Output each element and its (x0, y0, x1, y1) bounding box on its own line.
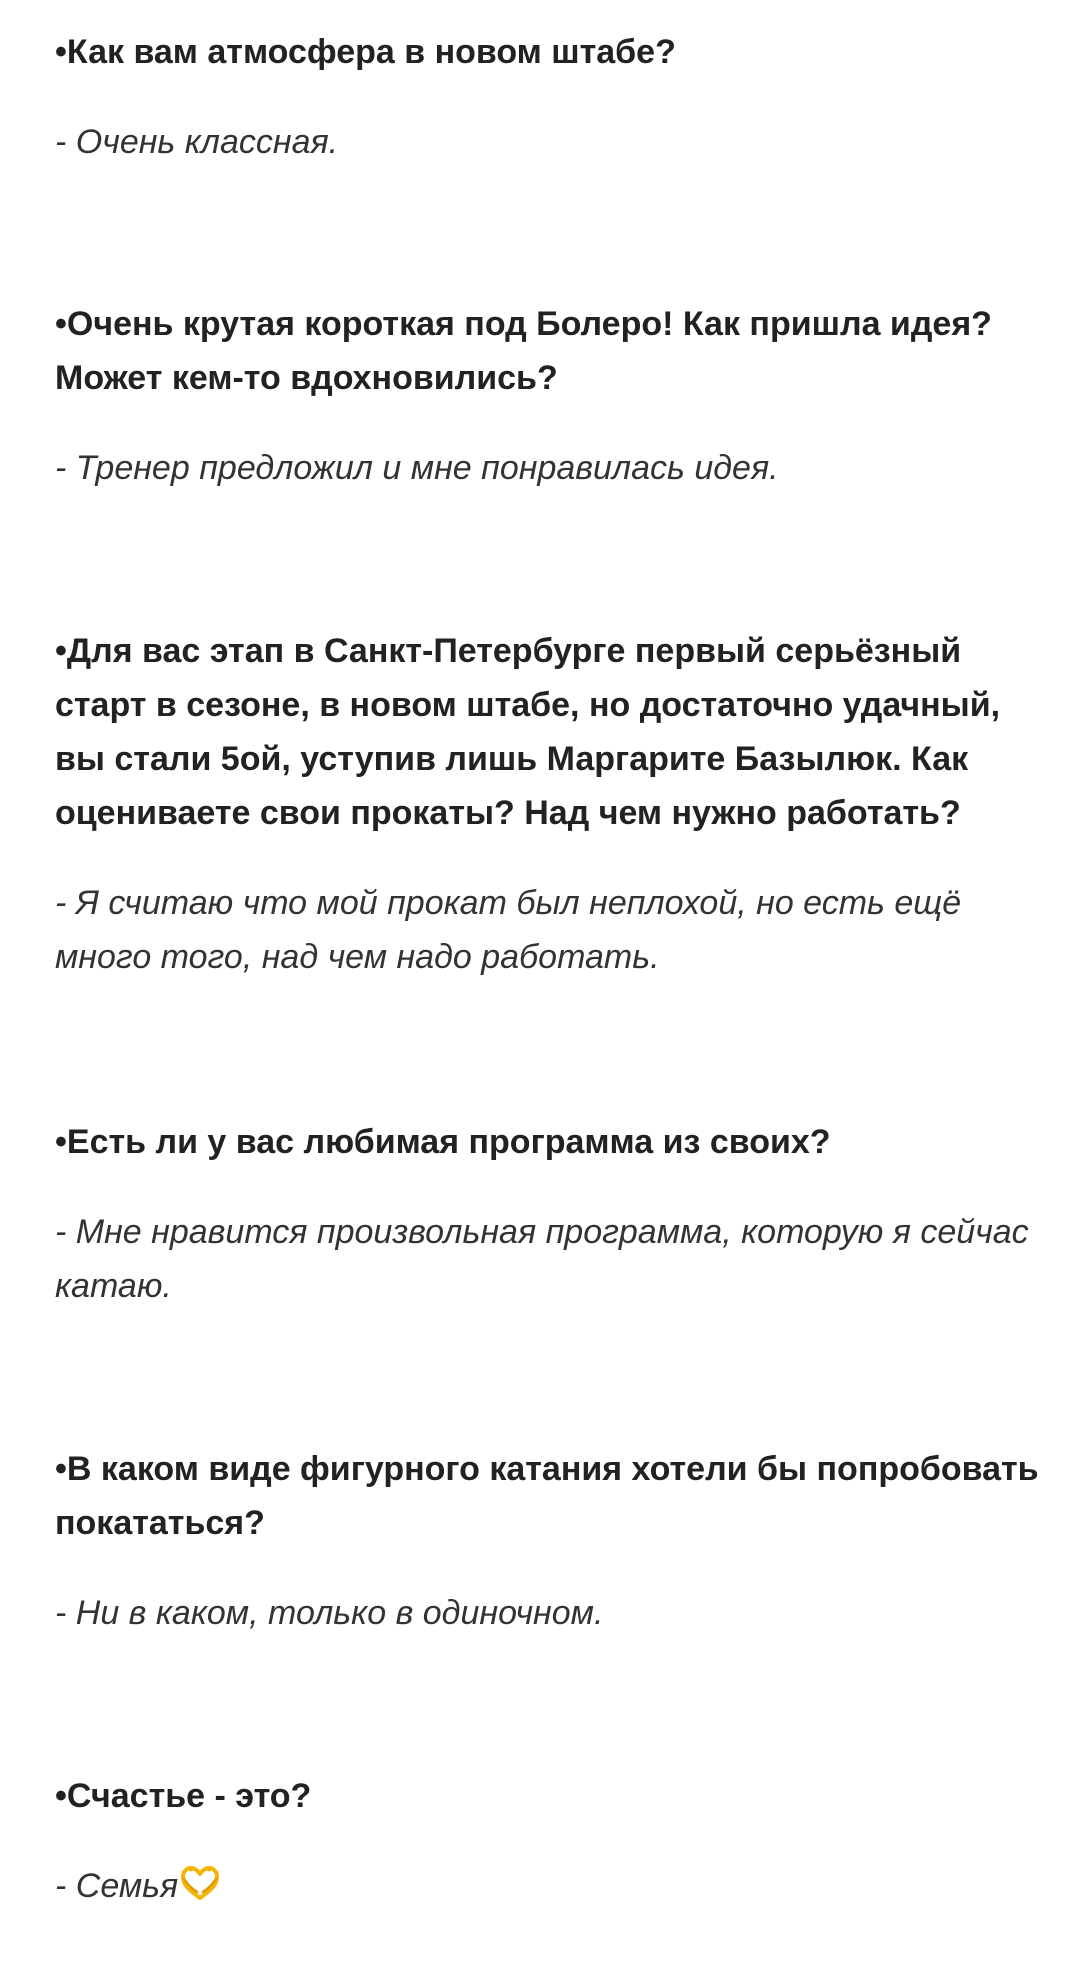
qa-item (55, 1442, 1040, 1640)
question-text: •Очень крутая короткая под Болеро! Как пришла идея? Может кем-то вдохновились? (55, 305, 992, 397)
qa-item (55, 624, 1040, 984)
qa-item (55, 1115, 1040, 1313)
answer-text: - Ни в каком, только в одиночном. (55, 1594, 604, 1632)
question-text: •Счастье - это? (55, 1777, 312, 1815)
answer-text: - Семья (55, 1867, 179, 1905)
heart-hands-icon (180, 1863, 220, 1899)
qa-item (55, 25, 1040, 169)
qa-item (55, 1769, 1040, 1913)
answer-text: - Тренер предложил и мне понравилась идея. (55, 449, 779, 487)
question-text: •Для вас этап в Санкт-Петербурге первый серьёзный старт в сезоне, в новом штабе, но достаточно удачный, вы стали 5ой, уступив лишь Маргарите Базылюк. Как оцениваете свои прокаты? Над чем нужно работать? (55, 632, 1001, 832)
qa-item (55, 297, 1040, 495)
question-text: •В каком виде фигурного катания хотели бы попробовать покататься? (55, 1450, 1039, 1542)
answer-line (55, 1859, 1040, 1913)
answer-text: - Очень классная. (55, 123, 339, 161)
question-text: •Как вам атмосфера в новом штабе? (55, 33, 676, 71)
question-text: •Есть ли у вас любимая программа из своих? (55, 1123, 831, 1161)
answer-text: - Мне нравится произвольная программа, которую я сейчас катаю. (55, 1213, 1029, 1305)
answer-text: - Я считаю что мой прокат был неплохой, но есть ещё много того, над чем надо работать. (55, 884, 962, 976)
